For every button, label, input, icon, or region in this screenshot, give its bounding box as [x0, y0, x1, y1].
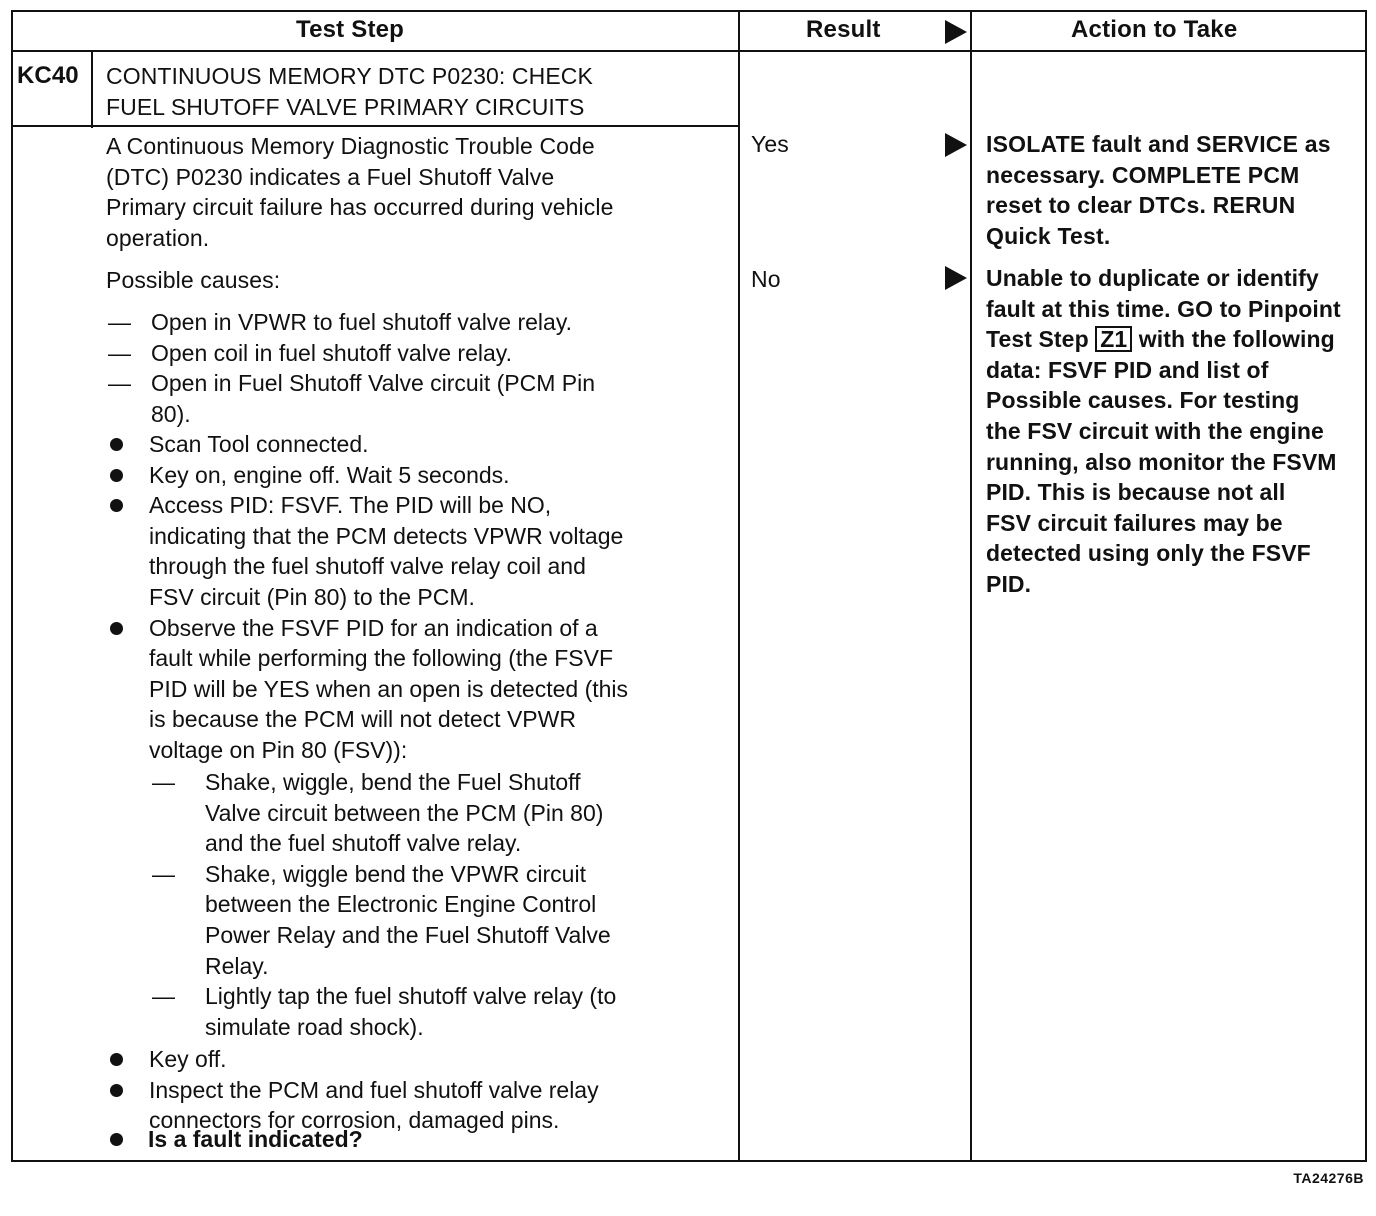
question-row — [106, 1124, 731, 1155]
step-title — [106, 61, 593, 122]
list-item-line: Shake, wiggle, bend the Fuel Shutoff — [205, 769, 581, 795]
list-item-text — [149, 490, 623, 612]
list-item-line: simulate road shock). — [205, 1013, 424, 1040]
arrow-right-icon — [945, 20, 967, 44]
list-item-line: Relay. — [205, 952, 269, 979]
list-item — [106, 767, 731, 859]
intro-line: Primary circuit failure has occurred during vehicle — [106, 194, 614, 221]
result-yes: Yes — [751, 131, 789, 157]
diagnostic-table — [11, 10, 1367, 1162]
header-action: Action to Take — [1071, 16, 1238, 43]
arrow-right-icon — [945, 266, 967, 290]
list-item-line: through the fuel shutoff valve relay coil and — [149, 553, 586, 580]
action-no-line: Unable to duplicate or identify — [986, 265, 1319, 291]
step-id-divider — [91, 52, 93, 128]
intro-line: (DTC) P0230 indicates a Fuel Shutoff Valve — [106, 163, 555, 190]
action-no-text: Test Step — [986, 326, 1096, 353]
list-item — [106, 490, 731, 612]
action-no-line: FSV circuit failures may be — [986, 509, 1283, 536]
bullet-icon — [110, 622, 123, 635]
header-test-step: Test Step — [296, 16, 405, 43]
list-item-text — [149, 460, 510, 491]
list-item — [106, 1044, 731, 1075]
list-item-line: Open coil in fuel shutoff valve relay. — [151, 339, 512, 366]
list-item-line: fault while performing the following (the FSVF — [149, 645, 614, 672]
step-id: KC40 — [17, 62, 79, 89]
list-item-line: Lightly tap the fuel shutoff valve relay (to — [205, 983, 617, 1010]
list-item-line: Observe the FSVF PID for an indication of a — [149, 614, 598, 641]
intro-paragraph — [106, 131, 731, 253]
list-item-text — [151, 338, 512, 369]
bullet-icon — [110, 438, 123, 451]
action-yes-line: reset to clear DTCs. RERUN — [986, 192, 1296, 219]
intro-line: operation. — [106, 224, 210, 251]
action-no-line: Possible causes. For testing — [986, 387, 1300, 414]
list-item-line: Valve circuit between the PCM (Pin 80) — [205, 799, 604, 826]
header-result: Result — [806, 16, 881, 43]
dash-icon: — — [108, 309, 131, 335]
list-item-line: FSV circuit (Pin 80) to the PCM. — [149, 583, 475, 610]
list-item-text — [205, 767, 603, 859]
list-item — [106, 307, 731, 338]
list-item-line: Key on, engine off. Wait 5 seconds. — [149, 461, 510, 488]
action-no-line-with-reference — [986, 324, 1366, 355]
action-no-line: the FSV circuit with the engine — [986, 417, 1324, 444]
step-title-line: CONTINUOUS MEMORY DTC P0230: CHECK — [106, 63, 593, 89]
list-item — [106, 460, 731, 491]
action-no-line: PID. — [986, 570, 1032, 597]
list-item — [106, 981, 731, 1042]
step-title-line: FUEL SHUTOFF VALVE PRIMARY CIRCUITS — [106, 93, 585, 120]
list-item-line: Power Relay and the Fuel Shutoff Valve — [205, 921, 611, 948]
list-item-line: Inspect the PCM and fuel shutoff valve relay — [149, 1076, 599, 1103]
list-item-line: Shake, wiggle bend the VPWR circuit — [205, 860, 586, 887]
dash-icon: — — [108, 339, 131, 366]
action-no-line: PID. This is because not all — [986, 479, 1286, 506]
list-item-line: between the Electronic Engine Control — [205, 891, 597, 918]
list-item-text — [205, 981, 616, 1042]
list-item-line: and the fuel shutoff valve relay. — [205, 830, 522, 857]
dash-icon: — — [152, 769, 175, 795]
list-item — [106, 368, 731, 429]
dash-icon: — — [152, 860, 175, 887]
action-yes-line: necessary. COMPLETE PCM — [986, 161, 1300, 188]
possible-causes-label: Possible causes: — [106, 267, 281, 293]
action-no-text: with the following — [1132, 326, 1335, 353]
list-item — [106, 859, 731, 981]
list-item — [106, 338, 731, 369]
header-rule — [13, 50, 1365, 52]
bullet-icon — [110, 1053, 123, 1066]
list-item — [106, 613, 731, 766]
action-no-line: detected using only the FSVF — [986, 540, 1311, 567]
result-no: No — [751, 266, 781, 292]
dash-icon: — — [108, 370, 131, 397]
test-step-body — [106, 131, 731, 1161]
list-item-line: Key off. — [149, 1046, 227, 1072]
list-item-line: 80). — [151, 400, 191, 427]
bullet-icon — [110, 1133, 123, 1146]
arrow-right-icon — [945, 133, 967, 157]
list-item-text — [151, 368, 595, 429]
bullet-icon — [110, 1084, 123, 1097]
pinpoint-test-reference[interactable]: Z1 — [1095, 326, 1132, 352]
action-yes-line: ISOLATE fault and SERVICE as — [986, 131, 1331, 157]
action-no — [986, 263, 1366, 600]
list-item-text — [151, 307, 572, 338]
figure-id: TA24276B — [1293, 1170, 1364, 1186]
action-no-line: fault at this time. GO to Pinpoint — [986, 295, 1341, 322]
list-item-line: is because the PCM will not detect VPWR — [149, 706, 576, 733]
divider-action — [970, 12, 972, 1160]
action-no-line: running, also monitor the FSVM — [986, 448, 1337, 475]
list-item-line: connectors for corrosion, damaged pins. — [149, 1107, 560, 1134]
list-item-line: indicating that the PCM detects VPWR voltage — [149, 522, 624, 549]
bullet-icon — [110, 499, 123, 512]
action-yes — [986, 129, 1366, 251]
dash-icon: — — [152, 983, 175, 1010]
list-item-line: Open in VPWR to fuel shutoff valve relay. — [151, 309, 573, 335]
list-item-text — [149, 1044, 227, 1075]
list-item-line: Open in Fuel Shutoff Valve circuit (PCM Pin — [151, 370, 596, 397]
question-text: Is a fault indicated? — [148, 1126, 363, 1152]
list-item — [106, 429, 731, 460]
action-yes-line: Quick Test. — [986, 222, 1111, 249]
title-rule — [13, 125, 740, 127]
list-item-line: PID will be YES when an open is detected (this — [149, 675, 629, 702]
list-item-line: Access PID: FSVF. The PID will be NO, — [149, 492, 552, 519]
bullet-icon — [110, 469, 123, 482]
action-no-line: data: FSVF PID and list of — [986, 356, 1269, 383]
list-item-line: voltage on Pin 80 (FSV)): — [149, 736, 408, 763]
divider-result — [738, 12, 740, 1160]
list-item-text — [149, 613, 628, 766]
list-item-text — [149, 429, 369, 460]
intro-line: A Continuous Memory Diagnostic Trouble Code — [106, 133, 595, 159]
list-item-text — [205, 859, 611, 981]
list-item-line: Scan Tool connected. — [149, 431, 369, 457]
